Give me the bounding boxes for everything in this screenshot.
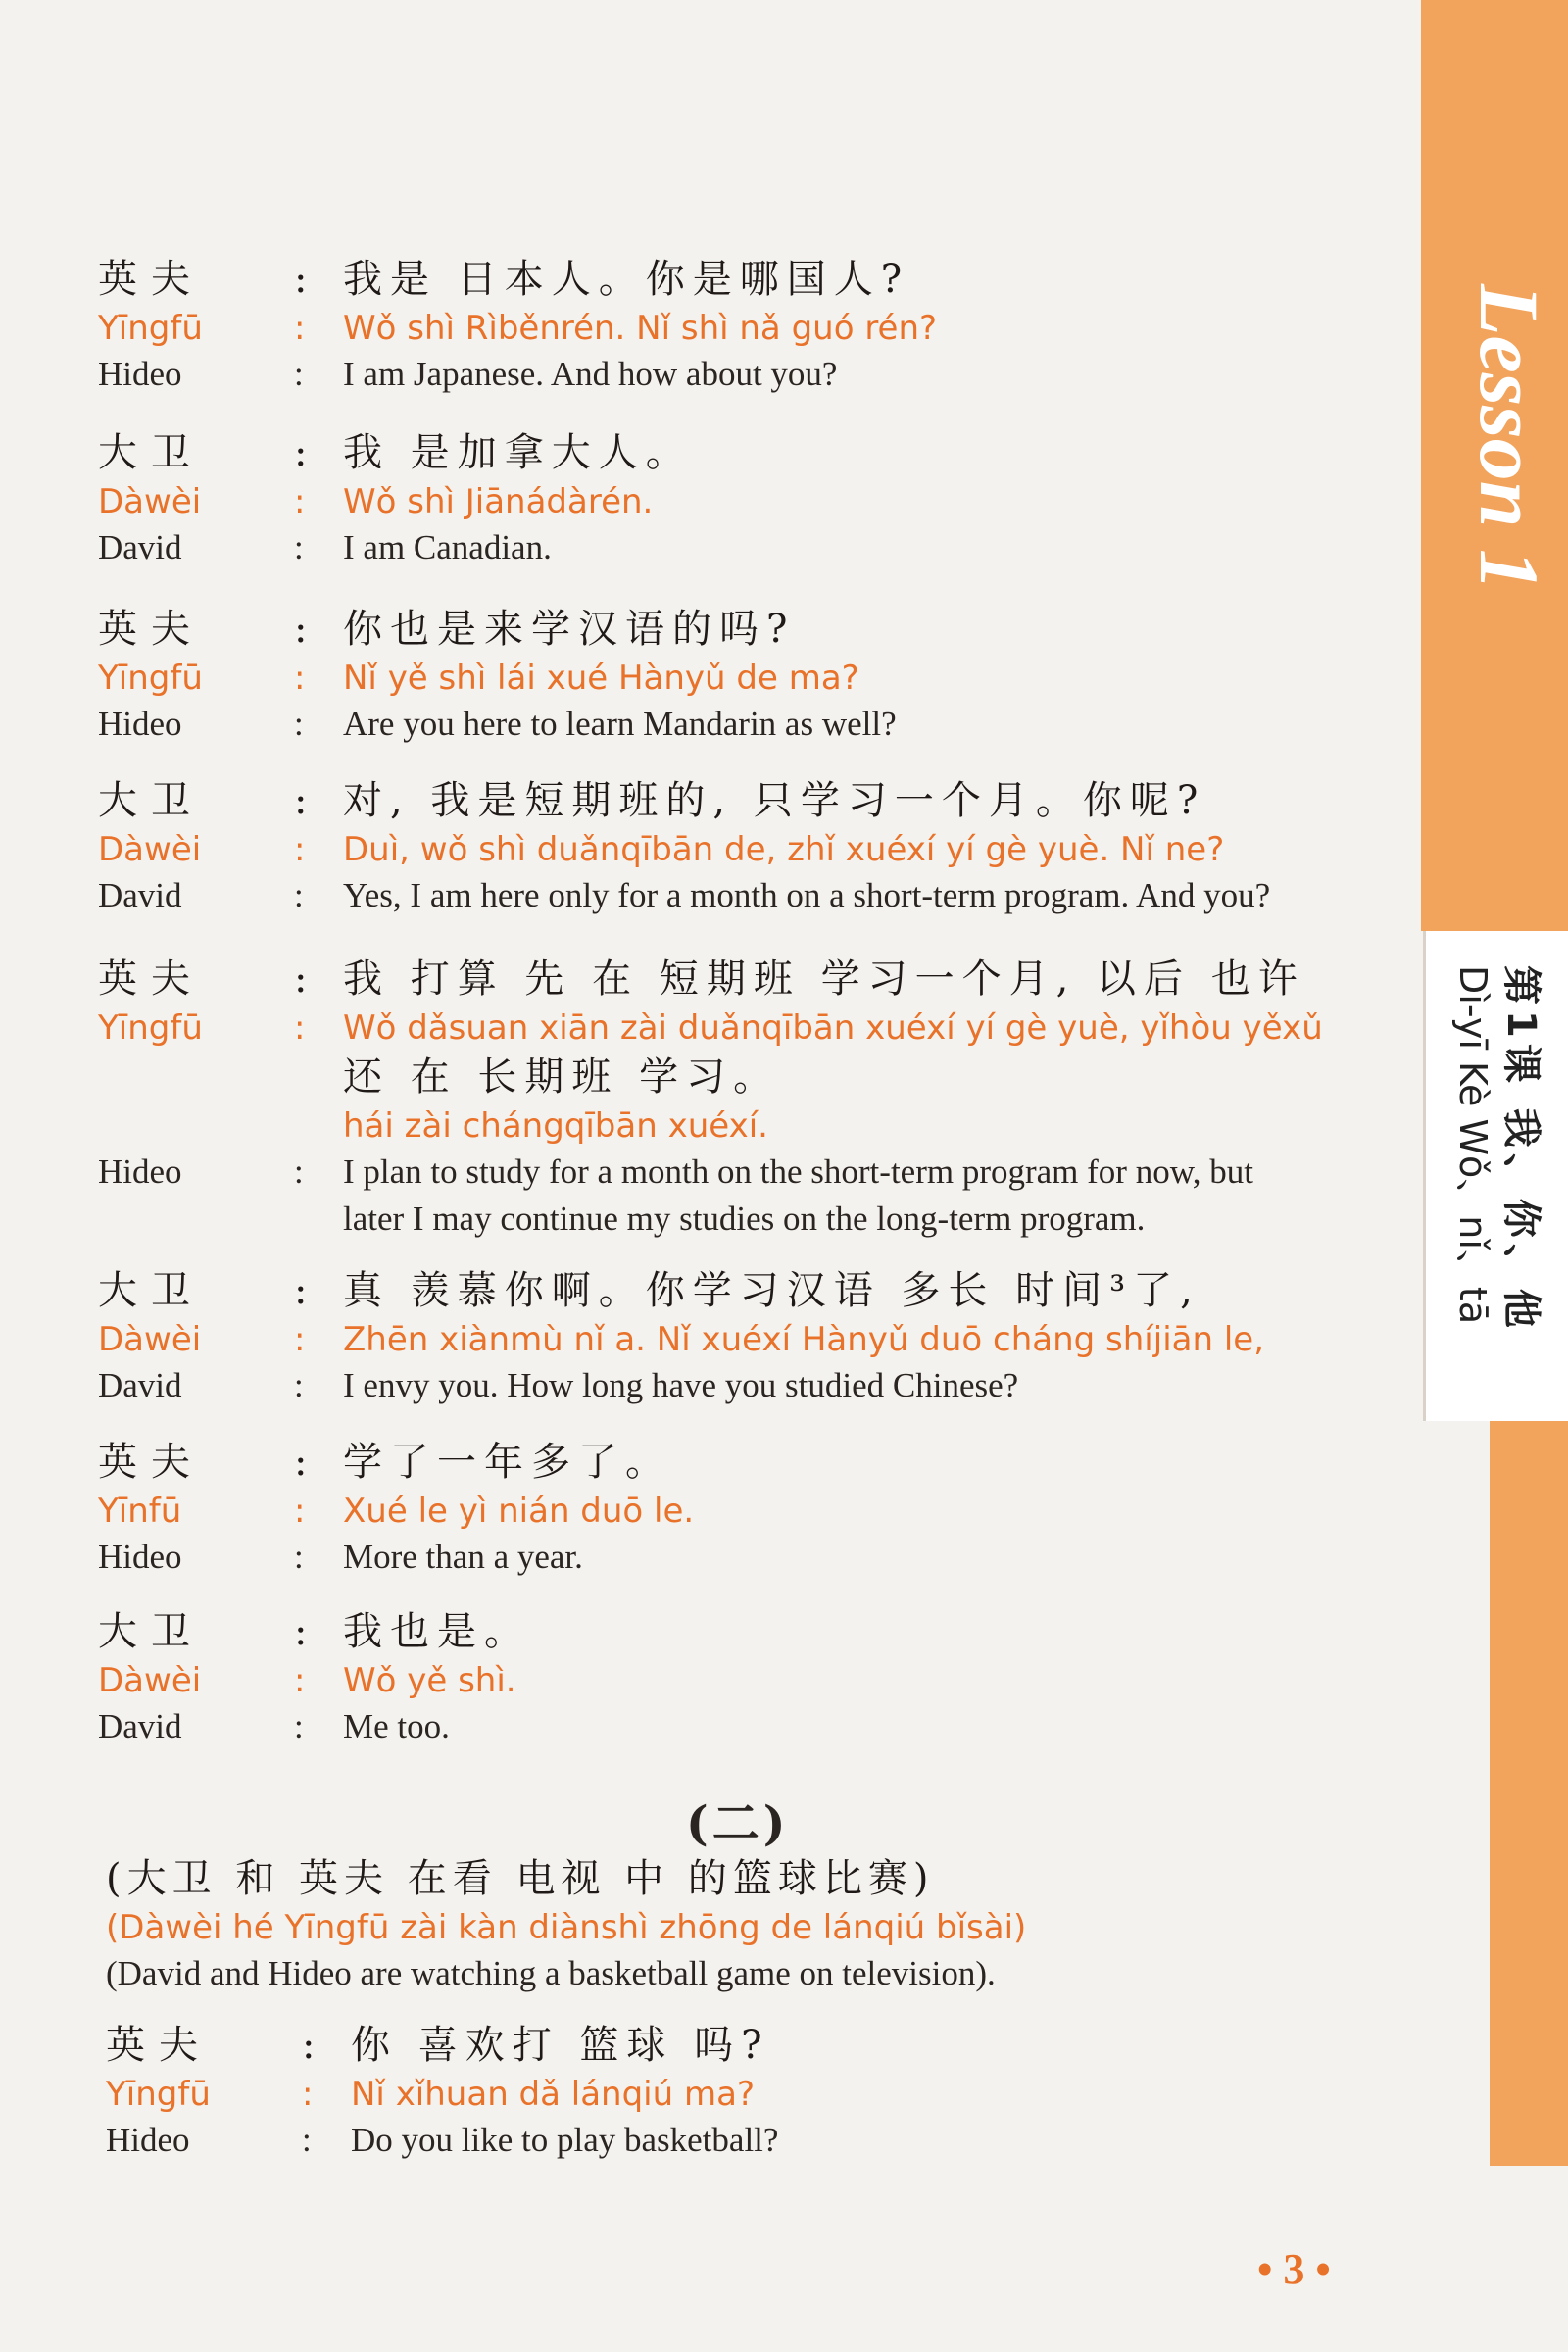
- line-english: I envy you. How long have you studied Chinese?: [343, 1366, 1019, 1404]
- speaker-english: Hideo: [98, 705, 182, 743]
- speaker-english: Hideo: [98, 355, 182, 393]
- speaker-chinese: 英夫: [98, 1440, 204, 1485]
- line-english: Yes, I am here only for a month on a short-term program. And you?: [343, 876, 1271, 914]
- line-chinese: 真 羡慕你啊。你学习汉语 多长 时间³了,: [343, 1268, 1200, 1313]
- speaker-chinese: 英夫: [98, 956, 204, 1002]
- speaker-chinese: 大卫: [98, 1268, 204, 1313]
- speaker-english: David: [98, 1707, 182, 1745]
- line-chinese: 我 是加拿大人。: [343, 430, 693, 475]
- dialogue-turn: 大卫 : 我也是。 Dàwèi : Wǒ yě shì. David : Me too.: [98, 1605, 1372, 1750]
- dialogue-turn: 大卫 : 对, 我是短期班的, 只学习一个月。你呢? Dàwèi : Duì, wǒ shì duǎnqībān de, zhǐ xuéxí yí gè yuè. Nǐ ne? David : Yes, I am here only for a month on a short-term program. And you?: [98, 774, 1372, 919]
- speaker-pinyin: Yīngfū: [98, 309, 203, 348]
- speaker-english: David: [98, 876, 182, 914]
- speaker-chinese: 大卫: [98, 778, 204, 823]
- speaker-pinyin: Yīngfū: [106, 2075, 211, 2114]
- line-pinyin: Zhēn xiànmù nǐ a. Nǐ xuéxí Hànyǔ duō cháng shíjiān le,: [343, 1320, 1264, 1359]
- speaker-chinese: 大卫: [98, 1609, 204, 1654]
- line-chinese: 我 打算 先 在 短期班 学习一个月, 以后 也许: [343, 956, 1305, 1002]
- dialogue-turn: 英夫 : 你也是来学汉语的吗? Yīngfū : Nǐ yě shì lái xué Hànyǔ de ma? Hideo : Are you here to learn Mandarin as well?: [98, 603, 1372, 748]
- line-chinese: 你 喜欢打 篮球 吗?: [351, 2023, 770, 2068]
- speaker-pinyin: Dàwèi: [98, 482, 202, 521]
- speaker-pinyin: Yīnfū: [98, 1492, 182, 1531]
- chapter-tab-text: [1449, 965, 1545, 1334]
- speaker-pinyin: Dàwèi: [98, 1661, 202, 1700]
- section-number: (二): [686, 1796, 790, 1851]
- line-english: More than a year.: [343, 1538, 583, 1576]
- line-pinyin: Xué le yì nián duō le.: [343, 1492, 695, 1531]
- chapter-tab-pinyin: Dì-yī Kè Wǒ、nǐ、tā: [1451, 965, 1494, 1325]
- line-chinese: 我是 日本人。你是哪国人?: [343, 257, 910, 302]
- speaker-english: Hideo: [106, 2121, 190, 2159]
- line-pinyin: Wǒ shì Rìběnrén. Nǐ shì nǎ guó rén?: [343, 309, 938, 348]
- line-english: I am Canadian.: [343, 528, 552, 566]
- speaker-english: David: [98, 1366, 182, 1404]
- line-pinyin: Nǐ xǐhuan dǎ lánqiú ma?: [351, 2075, 755, 2114]
- line-pinyin: Nǐ yě shì lái xué Hànyǔ de ma?: [343, 659, 859, 698]
- dialogue-turn: 大卫 : 我 是加拿大人。 Dàwèi : Wǒ shì Jiānádàrén. David : I am Canadian.: [98, 426, 1372, 571]
- dialogue-turn: 大卫 : 真 羡慕你啊。你学习汉语 多长 时间³了, Dàwèi : Zhēn xiànmù nǐ a. Nǐ xuéxí Hànyǔ duō cháng shíjiān le, David : I envy you. How long have you studied Chinese?: [98, 1264, 1372, 1409]
- chapter-tab-chinese: 第1课 我、你、他: [1498, 965, 1544, 1334]
- dialogue-turn: 英夫 : 我 打算 先 在 短期班 学习一个月, 以后 也许 Yīngfū : Wǒ dǎsuan xiān zài duǎnqībān xuéxí yí gè yuè, yǐhòu yěxǔ 还 在 长期班 学习。 hái zài chángqībān xuéxí. Hideo : I plan to study for a month on the short-term program for now, but later I may continue my studies on the long-term program.: [98, 953, 1372, 1243]
- line-chinese: 对, 我是短期班的, 只学习一个月。你呢?: [343, 778, 1206, 823]
- line-chinese: 我也是。: [343, 1609, 531, 1654]
- speaker-english: Hideo: [98, 1538, 182, 1576]
- line-english: I plan to study for a month on the short-term program for now, but: [343, 1152, 1253, 1191]
- line-english: I am Japanese. And how about you?: [343, 355, 838, 393]
- line-english: Are you here to learn Mandarin as well?: [343, 705, 897, 743]
- line-chinese: 你也是来学汉语的吗?: [343, 607, 796, 652]
- speaker-chinese: 英夫: [98, 257, 204, 302]
- dialogue-turn: 英夫 : 你 喜欢打 篮球 吗? Yīngfū : Nǐ xǐhuan dǎ lánqiú ma? Hideo : Do you like to play basketball?: [106, 2019, 1380, 2164]
- speaker-english: Hideo: [98, 1152, 182, 1191]
- line-pinyin: Duì, wǒ shì duǎnqībān de, zhǐ xuéxí yí gè yuè. Nǐ ne?: [343, 830, 1225, 869]
- line-pinyin: Wǒ dǎsuan xiān zài duǎnqībān xuéxí yí gè yuè, yǐhòu yěxǔ: [343, 1008, 1323, 1048]
- dialogue-turn: 英夫 : 我是 日本人。你是哪国人? Yīngfū : Wǒ shì Rìběnrén. Nǐ shì nǎ guó rén? Hideo : I am Japanese. And how about you?: [98, 253, 1372, 398]
- line-chinese: 学了一年多了。: [343, 1440, 672, 1485]
- lesson-band-lower: [1490, 1421, 1568, 2166]
- speaker-pinyin: Dàwèi: [98, 1320, 202, 1359]
- line-pinyin: Wǒ shì Jiānádàrén.: [343, 482, 654, 521]
- line-english: Me too.: [343, 1707, 450, 1745]
- speaker-english: David: [98, 528, 182, 566]
- speaker-chinese: 英夫: [98, 607, 204, 652]
- dialogue-turn: 英夫 : 学了一年多了。 Yīnfū : Xué le yì nián duō le. Hideo : More than a year.: [98, 1436, 1372, 1581]
- lesson-title: Lesson 1: [1462, 284, 1556, 591]
- line-english-continued: later I may continue my studies on the long-term program.: [343, 1200, 1146, 1238]
- speaker-chinese: 大卫: [98, 430, 204, 475]
- speaker-pinyin: Yīngfū: [98, 1008, 203, 1048]
- stage-direction-english: (David and Hideo are watching a basketball game on television).: [106, 1954, 996, 1992]
- speaker-chinese: 英夫: [106, 2023, 212, 2068]
- page-number: • 3 •: [1257, 2245, 1331, 2293]
- line-pinyin-continued: hái zài chángqībān xuéxí.: [343, 1106, 768, 1146]
- stage-direction: [106, 1852, 1380, 1997]
- line-english: Do you like to play basketball?: [351, 2121, 779, 2159]
- stage-direction-pinyin: (Dàwèi hé Yīngfū zài kàn diànshì zhōng de lánqiú bǐsài): [106, 1908, 1027, 1947]
- speaker-pinyin: Yīngfū: [98, 659, 203, 698]
- speaker-pinyin: Dàwèi: [98, 830, 202, 869]
- line-pinyin: Wǒ yě shì.: [343, 1661, 516, 1700]
- stage-direction-chinese: (大卫 和 英夫 在看 电视 中 的篮球比赛): [106, 1856, 935, 1901]
- line-chinese-continued: 还 在 长期班 学习。: [343, 1054, 781, 1100]
